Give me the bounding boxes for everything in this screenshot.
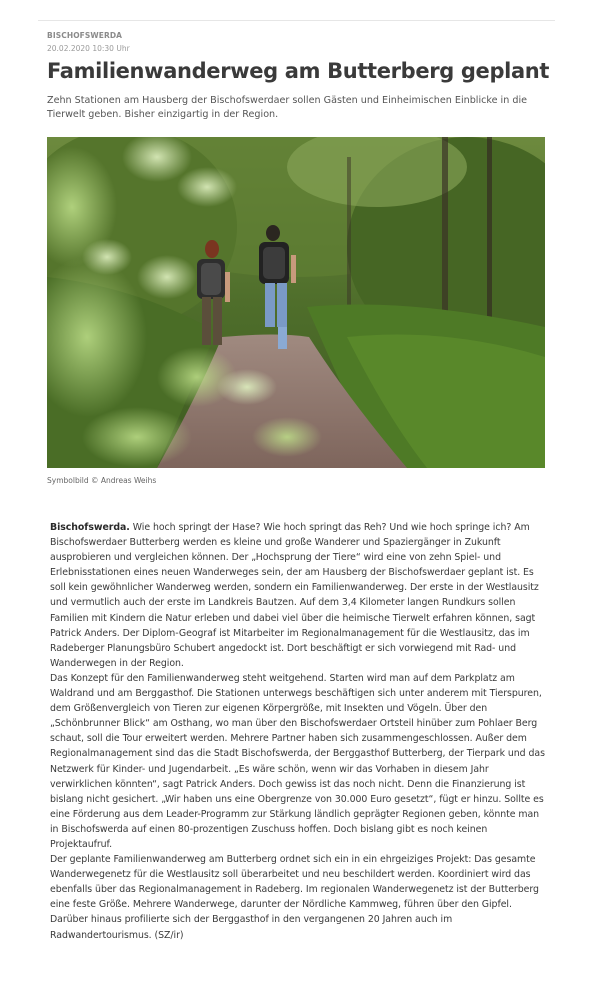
body-paragraph-1 bbox=[50, 520, 547, 671]
article-teaser: Zehn Stationen am Hausberg der Bischofswerdaer sollen Gästen und Einheimischen Einblicke in die Tierwelt geben. Bisher einzigartig in der Region. bbox=[47, 95, 528, 120]
article-headline: Familienwanderweg am Butterberg geplant bbox=[47, 59, 550, 83]
body-paragraph-2: Das Konzept für den Familienwanderweg steht weitgehend. Starten wird man auf dem Parkplatz am Waldrand und am Berggasthof. Die Stationen unterwegs beschäftigen sich unter anderem mit Tierspuren, dem Größenvergleich von Tieren zur eigenen Körpergröße, mit Insekten und Vögeln. Über den „Schönbrunner Blick“ am Osthang, wo man über den Bischofswerdaer Ortsteil hinüber zum Pohlaer Berg schaut, soll die Tour erweitert werden. Mehrere Partner haben sich zusammengeschlossen. Außer dem Regionalmanagement sind das die Stadt Bischofswerda, der Berggasthof Butterberg, der Tierpark und das Netzwerk für Kinder- und Jugendarbeit. „Es wäre schön, wenn wir das Vorhaben in diesem Jahr verwirklichen könnten“, sagt Patrick Anders. Doch gewiss ist das noch nicht. Denn die Finanzierung ist bislang nicht gesichert. „Wir haben uns eine Obergrenze von 30.000 Euro gesetzt“, fügt er hinzu. Sollte es eine Förderung aus dem Leader-Programm zur Stärkung ländlich geprägter Regionen geben, könnte man in Bischofswerda auf einen 80-prozentigen Zuschuss hoffen. Doch bislang gibt es noch keinen Projektaufruf. bbox=[50, 672, 545, 850]
article-body bbox=[50, 520, 547, 943]
article-date: 20.02.2020 10:30 Uhr bbox=[47, 44, 130, 53]
article-kicker[interactable]: BISCHOFSWERDA bbox=[47, 31, 123, 40]
article-photo bbox=[47, 137, 545, 468]
lead-word: Bischofswerda. bbox=[50, 522, 130, 533]
image-caption: Symbolbild © Andreas Weihs bbox=[47, 476, 157, 485]
hikers-forest-path-image bbox=[47, 137, 545, 468]
paragraph-text: Wie hoch springt der Hase? Wie hoch springt das Reh? Und wie hoch springe ich? Am Bischofswerdaer Butterberg werden es kleine und große Wanderer und Spaziergänger in Zukunft ausprobieren und vergleichen können. Der „Hochsprung der Tiere“ wird eine von zehn Spiel- und Erlebnisstationen eines neuen Wanderweges sein, der am Hausberg der Bischofswerdaer geplant ist. Es soll kein gewöhnlicher Wanderweg werden, sondern ein Familienwanderweg. Der erste in der Westlausitz und vermutlich auch der erste im Landkreis Bautzen. Auf dem 3,4 Kilometer langen Rundkurs sollen Familien mit Kindern die Natur erleben und dabei viel über die heimische Tierwelt erfahren können, sagt Patrick Anders. Der Diplom-Geograf ist Mitarbeiter im Regionalmanagement für die Westlausitz, das im Radeberger Planungsbüro Schubert angedockt ist. Dort beschäftigt er sich vorwiegend mit Rad- und Wanderwegen in der Region. bbox=[50, 522, 539, 669]
body-paragraph-3: Der geplante Familienwanderweg am Butterberg ordnet sich ein in ein ehrgeiziges Projekt: Das gesamte Wanderwegenetz für die Westlausitz soll überarbeitet und neu beschildert werden. Koordiniert wird das ebenfalls über das Regionalmanagement in Radeberg. Im regionalen Wanderwegenetz ist der Butterberg eine feste Größe. Mehrere Wanderwege, darunter der Nördliche Kammweg, führen über den Gipfel. Darüber hinaus profilierte sich der Berggasthof in den vergangenen 20 Jahren auch im Radwandertourismus. (SZ/ir) bbox=[50, 854, 539, 941]
header-divider bbox=[38, 20, 555, 21]
